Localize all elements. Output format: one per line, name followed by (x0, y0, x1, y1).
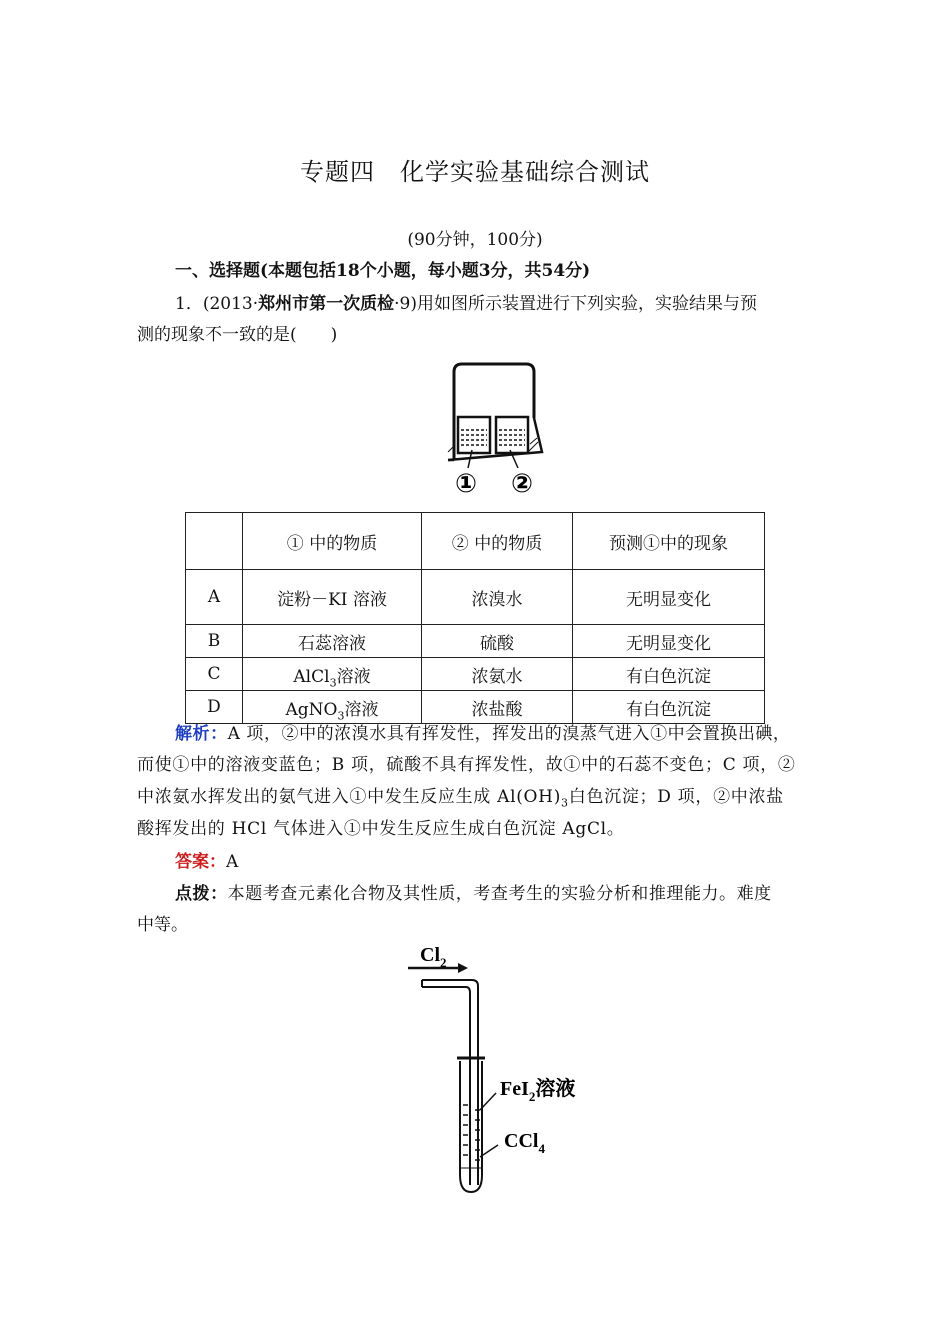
table-header-cell: ② 中的物质 (422, 513, 573, 570)
option-cell: C (186, 658, 243, 691)
lower-solution-label (504, 1130, 545, 1156)
upper-suffix: 溶液 (535, 1078, 576, 1100)
section-heading: 一、选择题(本题包括18个小题，每小题3分，共54分) (175, 261, 591, 281)
prediction-cell: 有白色沉淀 (573, 658, 765, 691)
figure-label-2: ② (510, 469, 534, 499)
table-header-cell (186, 513, 243, 570)
formula-subscript: 3 (337, 708, 345, 722)
prediction-cell: 无明显变化 (573, 625, 765, 658)
substance-2-cell: 浓溴水 (422, 570, 573, 625)
option-cell: B (186, 625, 243, 658)
experiment-table (185, 512, 765, 724)
substance-1-cell: 石蕊溶液 (243, 625, 422, 658)
analysis-text: 中浓氨水挥发出的氨气进入①中发生反应生成 Al(OH) (137, 787, 562, 807)
gas-formula: Cl (420, 944, 440, 966)
formula-text: AgNO (285, 699, 338, 720)
question-1-line1 (175, 292, 757, 316)
upper-subscript: 2 (528, 1089, 536, 1104)
analysis-text: 白色沉淀；D 项，②中浓盐 (568, 787, 784, 807)
prediction-cell: 有白色沉淀 (573, 691, 765, 724)
substance-2-cell: 浓氨水 (422, 658, 573, 691)
tip-label: 点拨： (175, 884, 228, 904)
answer-label: 答案： (175, 852, 226, 872)
gas-subscript: 2 (440, 955, 447, 970)
option-cell: D (186, 691, 243, 724)
substance-2-cell: 硫酸 (422, 625, 573, 658)
substance-1-cell (243, 658, 422, 691)
analysis-text: A 项，②中的浓溴水具有挥发性，挥发出的溴蒸气进入①中会置换出碘， (227, 724, 791, 744)
bell-jar-figure (440, 360, 550, 500)
upper-solution-label (500, 1076, 575, 1104)
page-title: 专题四 化学实验基础综合测试 (300, 158, 650, 186)
table-header-cell: ① 中的物质 (243, 513, 422, 570)
table-header-row (186, 513, 765, 570)
analysis-line1 (175, 722, 791, 746)
table-row (186, 691, 765, 724)
lower-subscript: 4 (538, 1141, 545, 1156)
table-row (186, 570, 765, 625)
substance-1-cell: 淀粉－KI 溶液 (243, 570, 422, 625)
tip-line1 (175, 882, 772, 906)
answer-value: A (226, 852, 239, 872)
formula-suffix: 溶液 (336, 666, 371, 687)
analysis-label: 解析： (175, 724, 228, 744)
formula-subscript: 3 (329, 675, 337, 689)
analysis-line4: 酸挥发出的 HCl 气体进入①中发生反应生成白色沉淀 AgCl。 (137, 819, 625, 839)
table-header-cell: 预测①中的现象 (573, 513, 765, 570)
substance-2-cell: 浓盐酸 (422, 691, 573, 724)
formula-subscript: 3 (561, 796, 569, 810)
answer-line (175, 850, 238, 874)
question-1-line2: 测的现象不一致的是( ) (137, 325, 338, 345)
substance-1-cell (243, 691, 422, 724)
analysis-line3 (137, 785, 784, 809)
table-row (186, 625, 765, 658)
tip-text: 本题考查元素化合物及其性质，考查考生的实验分析和推理能力。难度 (227, 884, 772, 904)
exam-meta: (90分钟，100分) (407, 230, 543, 250)
table-row (186, 658, 765, 691)
gas-label (420, 944, 447, 970)
q1-source: 郑州市第一次质检 (258, 294, 395, 314)
test-tube-figure (400, 935, 600, 1200)
upper-formula: FeI (500, 1078, 529, 1100)
q1-prefix: 1．(2013· (175, 294, 259, 314)
tip-line2: 中等。 (137, 915, 188, 935)
q1-rest: ·9)用如图所示装置进行下列实验，实验结果与预 (394, 294, 757, 314)
formula-text: AlCl (293, 666, 330, 687)
formula-suffix: 溶液 (344, 699, 379, 720)
analysis-line2: 而使①中的溶液变蓝色；B 项，硫酸不具有挥发性，故①中的石蕊不变色；C 项，② (137, 755, 796, 775)
prediction-cell: 无明显变化 (573, 570, 765, 625)
figure-label-1: ① (454, 469, 478, 499)
option-cell: A (186, 570, 243, 625)
lower-formula: CCl (504, 1130, 539, 1152)
